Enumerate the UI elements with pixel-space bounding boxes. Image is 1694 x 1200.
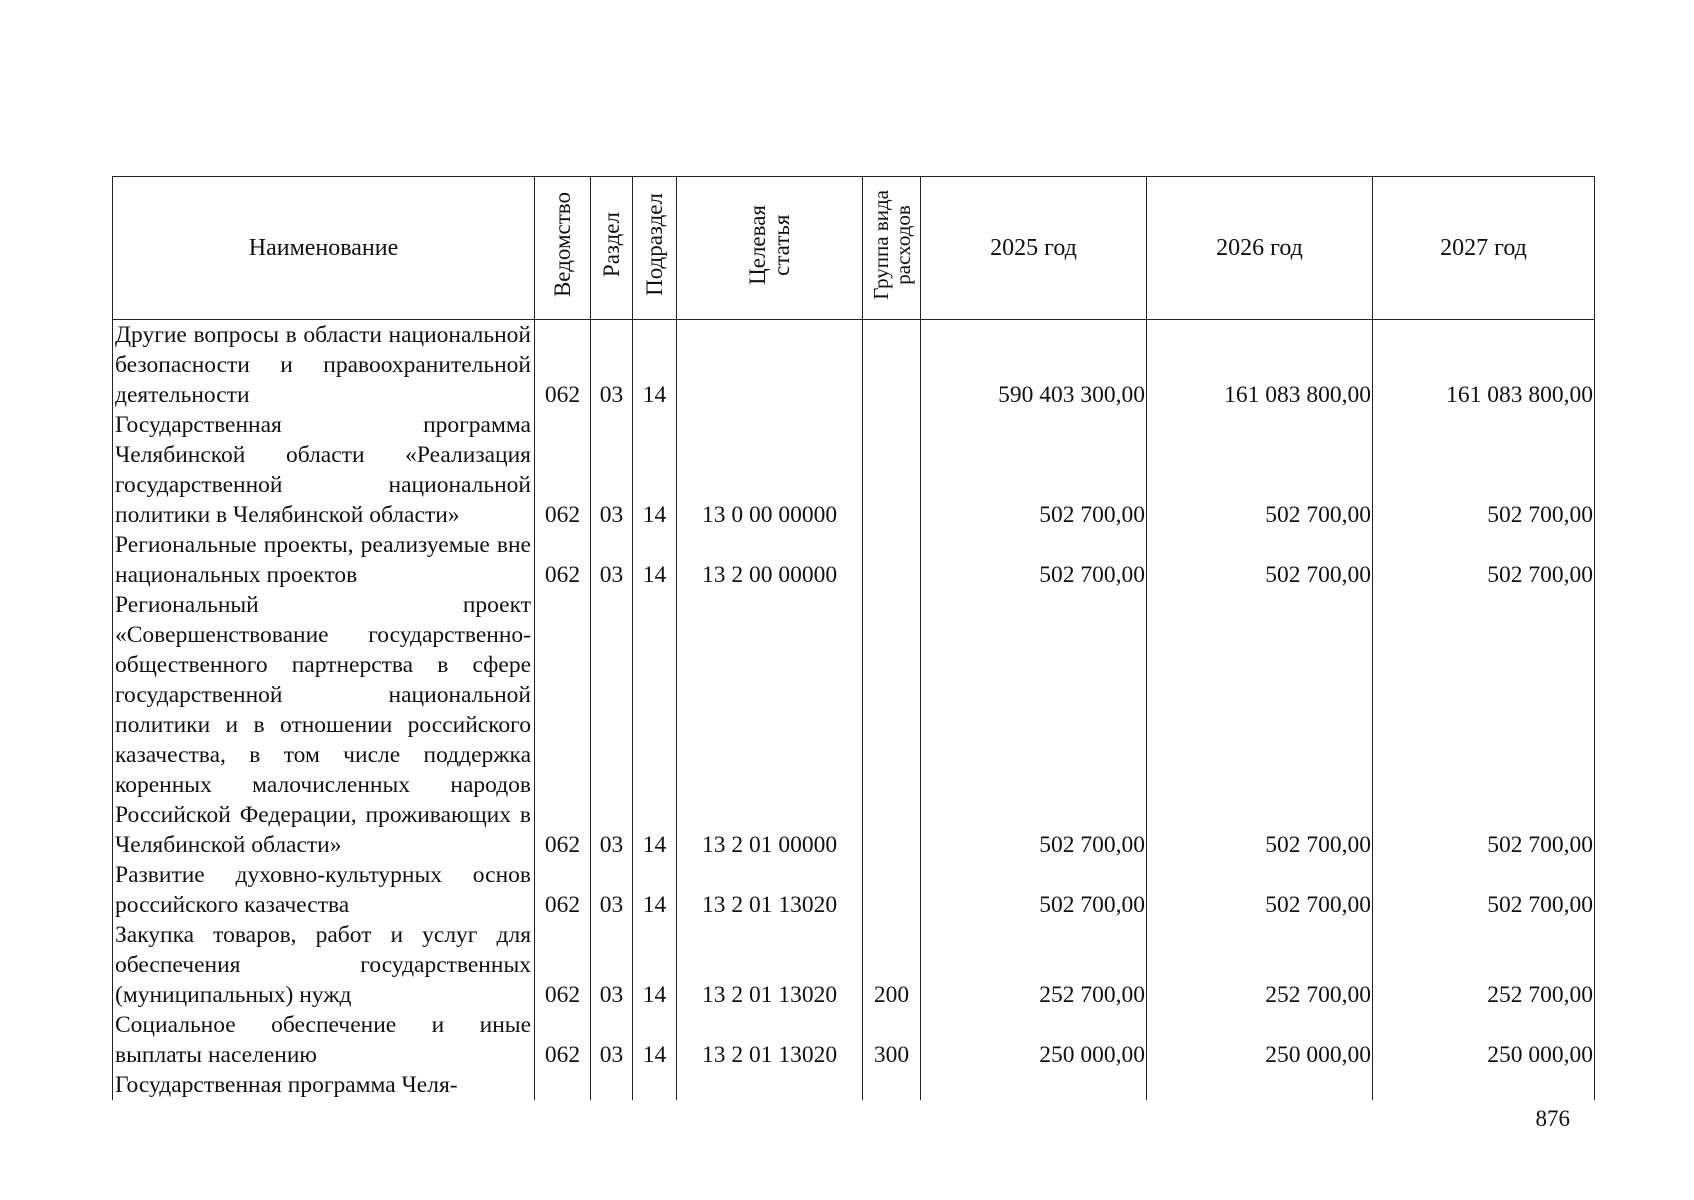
row-gruppa [863, 410, 921, 530]
table-header-row [113, 177, 1595, 320]
row-razdel: 03 [591, 920, 633, 1010]
row-razdel: 03 [591, 410, 633, 530]
row-amount-2026: 250 000,00 [1147, 1010, 1373, 1070]
row-podrazdel: 14 [633, 860, 677, 920]
row-amount-2027 [1373, 1070, 1595, 1100]
row-podrazdel: 14 [633, 1010, 677, 1070]
row-celevaya: 13 2 00 00000 [677, 530, 863, 590]
row-amount-2027: 250 000,00 [1373, 1010, 1595, 1070]
row-razdel: 03 [591, 1010, 633, 1070]
row-gruppa [863, 320, 921, 411]
row-podrazdel [633, 1070, 677, 1100]
row-amount-2026: 502 700,00 [1147, 860, 1373, 920]
row-celevaya: 13 0 00 00000 [677, 410, 863, 530]
table-row [113, 320, 1595, 411]
row-razdel: 03 [591, 590, 633, 860]
row-amount-2025: 252 700,00 [921, 920, 1147, 1010]
row-vedomstvo: 062 [535, 920, 591, 1010]
table-row [113, 860, 1595, 920]
header-vedomstvo: Ведомство [535, 177, 591, 320]
row-amount-2027: 161 083 800,00 [1373, 320, 1595, 411]
row-amount-2026 [1147, 1070, 1373, 1100]
row-razdel: 03 [591, 860, 633, 920]
header-razdel: Раздел [591, 177, 633, 320]
row-name: Государственная программа Челябинской области «Реализация государственной национальной политики в Челябинской области» [113, 410, 535, 530]
row-razdel: 03 [591, 320, 633, 411]
row-amount-2026: 252 700,00 [1147, 920, 1373, 1010]
row-gruppa [863, 1070, 921, 1100]
table-row [113, 1070, 1595, 1100]
row-podrazdel: 14 [633, 590, 677, 860]
row-celevaya: 13 2 01 13020 [677, 860, 863, 920]
row-vedomstvo: 062 [535, 530, 591, 590]
header-name: Наименование [113, 177, 535, 320]
row-name: Другие вопросы в области национальной безопасности и правоохранительной деятельности [113, 320, 535, 411]
row-amount-2026: 502 700,00 [1147, 590, 1373, 860]
row-amount-2027: 502 700,00 [1373, 410, 1595, 530]
row-podrazdel: 14 [633, 320, 677, 411]
row-name: Социальное обеспечение и иные выплаты населению [113, 1010, 535, 1070]
row-amount-2025: 502 700,00 [921, 530, 1147, 590]
row-name: Развитие духовно-культурных основ российского казачества [113, 860, 535, 920]
row-vedomstvo: 062 [535, 590, 591, 860]
row-name: Региональный проект «Совершенствование государственно-общественного партнерства в сфере государственной национальной политики и в отношении российского казачества, в том числе поддержка коренных малочисленных народов Российской Федерации, проживающих в Челябинской области» [113, 590, 535, 860]
row-amount-2027: 502 700,00 [1373, 590, 1595, 860]
row-vedomstvo: 062 [535, 320, 591, 411]
budget-table-wrapper [112, 176, 1594, 1100]
header-year-2026: 2026 год [1147, 177, 1373, 320]
row-vedomstvo: 062 [535, 410, 591, 530]
row-razdel: 03 [591, 530, 633, 590]
row-amount-2025 [921, 1070, 1147, 1100]
row-amount-2025: 590 403 300,00 [921, 320, 1147, 411]
header-year-2025: 2025 год [921, 177, 1147, 320]
row-celevaya: 13 2 01 00000 [677, 590, 863, 860]
header-podrazdel: Подраздел [633, 177, 677, 320]
header-celevaya-statya: Целевая статья [677, 177, 863, 320]
table-row [113, 920, 1595, 1010]
row-podrazdel: 14 [633, 410, 677, 530]
row-podrazdel: 14 [633, 530, 677, 590]
header-gruppa-vida-rashodov: Группа вида расходов [863, 177, 921, 320]
row-gruppa [863, 860, 921, 920]
row-amount-2025: 502 700,00 [921, 590, 1147, 860]
row-amount-2026: 502 700,00 [1147, 410, 1373, 530]
row-gruppa: 300 [863, 1010, 921, 1070]
row-amount-2027: 252 700,00 [1373, 920, 1595, 1010]
table-row [113, 410, 1595, 530]
row-gruppa [863, 530, 921, 590]
row-amount-2026: 161 083 800,00 [1147, 320, 1373, 411]
row-amount-2027: 502 700,00 [1373, 530, 1595, 590]
row-celevaya [677, 1070, 863, 1100]
table-row [113, 590, 1595, 860]
row-celevaya [677, 320, 863, 411]
row-celevaya: 13 2 01 13020 [677, 920, 863, 1010]
header-year-2027: 2027 год [1373, 177, 1595, 320]
row-celevaya: 13 2 01 13020 [677, 1010, 863, 1070]
row-amount-2027: 502 700,00 [1373, 860, 1595, 920]
row-podrazdel: 14 [633, 920, 677, 1010]
table-row [113, 530, 1595, 590]
row-amount-2025: 502 700,00 [921, 410, 1147, 530]
budget-table [112, 176, 1595, 1100]
page-number: 876 [1535, 1106, 1570, 1131]
row-amount-2026: 502 700,00 [1147, 530, 1373, 590]
row-amount-2025: 502 700,00 [921, 860, 1147, 920]
row-name: Государственная программа Челя- [113, 1070, 535, 1100]
row-gruppa [863, 590, 921, 860]
row-amount-2025: 250 000,00 [921, 1010, 1147, 1070]
row-vedomstvo: 062 [535, 860, 591, 920]
row-name: Региональные проекты, реализуемые вне национальных проектов [113, 530, 535, 590]
row-razdel [591, 1070, 633, 1100]
row-name: Закупка товаров, работ и услуг для обеспечения государственных (муниципальных) нужд [113, 920, 535, 1010]
row-vedomstvo: 062 [535, 1010, 591, 1070]
row-gruppa: 200 [863, 920, 921, 1010]
row-vedomstvo [535, 1070, 591, 1100]
table-row [113, 1010, 1595, 1070]
